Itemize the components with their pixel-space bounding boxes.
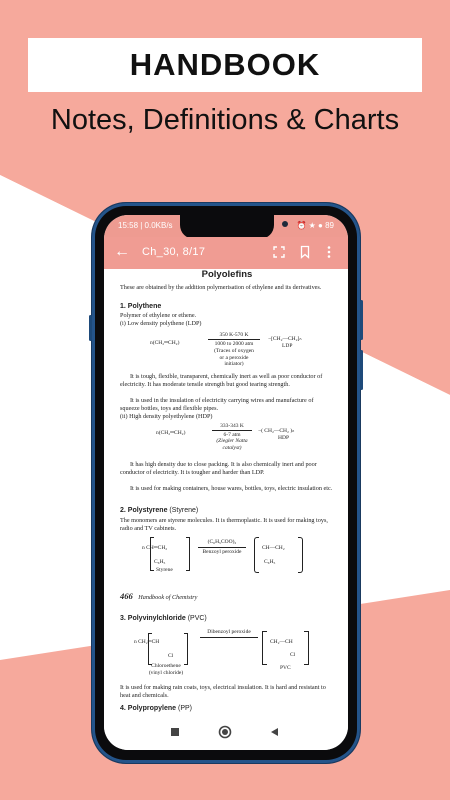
ldp-heading: (i) Low density polythene (LDP)	[120, 320, 202, 327]
vinyl-chloride-substituent: Cl	[168, 653, 174, 659]
polythene-heading: 1. Polythene	[120, 303, 162, 310]
back-triangle-icon[interactable]	[270, 727, 280, 737]
hdp-paragraph-2: It is used for making containers, house wares, bottles, toys, electric insulation etc.	[130, 485, 333, 492]
pvc-substituent: Cl	[290, 652, 296, 658]
document-title: Ch_30, 8/17	[142, 246, 206, 258]
phone-side-button	[360, 300, 363, 340]
app-bar	[104, 237, 348, 269]
back-arrow-icon[interactable]: ←	[114, 243, 130, 260]
polypropylene-heading-text: 4. Polypropylene	[120, 705, 177, 712]
document-page[interactable]	[104, 269, 348, 714]
pvc-label: PVC	[280, 665, 291, 671]
pvc-equation	[120, 627, 334, 677]
vinyl-chloride-reactant: n CH₂═CH	[134, 639, 160, 645]
bracket	[148, 633, 152, 665]
ldp-condition-note: (Traces of oxygen or a peroxide initiator)	[214, 348, 254, 367]
promo-subtitle: Notes, Definitions & Charts	[50, 104, 400, 136]
polystyrene-substituent: C₆H₅	[264, 559, 276, 565]
styrene-label: Styrene	[156, 567, 173, 573]
ldp-condition-top: 350 K-570 K	[219, 332, 249, 338]
ps-condition-top: (C₆H₅COO)₂	[207, 539, 237, 545]
hdp-paragraph-1: It has high density due to close packing. It is also chemically inert and poor conductor of electricity. It is tougher and harder than LDP.	[120, 461, 317, 476]
section-title: Polyolefins	[201, 269, 253, 280]
page-footer	[120, 593, 334, 603]
polystyrene-equation	[120, 535, 334, 577]
book-title: Handbook of Chemistry	[138, 594, 198, 601]
page-number: 466	[120, 591, 133, 601]
camera-notch	[180, 215, 274, 239]
ldp-condition-bottom: 1000 to 2000 atm	[214, 341, 254, 347]
bracket	[150, 537, 154, 571]
square-icon[interactable]	[170, 727, 180, 737]
bracket	[186, 537, 190, 571]
pvc-heading-sub: (PVC)	[187, 615, 207, 622]
phone-side-button	[360, 350, 363, 390]
ldp-reactant: n(CH₂═CH₂)	[150, 340, 180, 346]
phone-screen	[104, 215, 348, 750]
polystyrene-product: CH—CH₂	[262, 545, 285, 551]
hdp-heading: (ii) High density polyethylene (HDP)	[120, 413, 213, 420]
reaction-arrow	[198, 547, 246, 548]
polystyrene-heading	[120, 507, 334, 515]
polypropylene-heading	[120, 705, 334, 713]
pvc-heading-text: 3. Polyvinylchloride	[120, 615, 186, 622]
vinyl-chloride-label: Chloroethene (vinyl chloride)	[148, 663, 184, 676]
ldp-label: LDP	[282, 343, 293, 349]
polystyrene-heading-text: 2. Polystyrene	[120, 507, 168, 514]
polystyrene-heading-sub: (Styrene)	[169, 507, 199, 514]
header-banner	[28, 38, 422, 92]
camera-icon	[282, 221, 288, 227]
bracket	[298, 537, 303, 573]
styrene-reactant: n CH═CH₂	[142, 545, 168, 551]
pvc-text: It is used for making rain coats, toys, electrical insulation. It is hard and resistant to heat and chemicals.	[120, 684, 326, 699]
pvc-condition: Dibenzoyl peroxide	[207, 629, 251, 635]
system-nav-bar	[104, 715, 348, 750]
ldp-paragraph-2: It is used in the insulation of electricity carrying wires and manufacture of squeeze bottles, toys and flexible pipes.	[120, 397, 314, 412]
hdp-condition-top: 333-343 K	[220, 423, 244, 429]
ldp-paragraph-1: It is tough, flexible, transparent, chemically inert as well as poor conductor of electricity. It has moderate tensile strength but good tearing strength.	[120, 373, 323, 388]
polypropylene-heading-sub: (PP)	[177, 705, 192, 712]
polystyrene-text: The monomers are styrene molecules. It is thermoplastic. It is used for making toys, radio and TV cabinets.	[120, 517, 328, 532]
intro-text: These are obtained by the addition polymerisation of ethylene and its derivatives.	[120, 284, 322, 291]
hdp-condition-note: (Ziegler Natta catalyst)	[216, 438, 248, 451]
ps-condition-bottom: Benzoyl peroxide	[202, 549, 242, 555]
more-vert-icon[interactable]	[322, 245, 336, 259]
bracket	[184, 633, 188, 665]
styrene-substituent: C₆H₅	[154, 559, 166, 565]
ldp-product: −[CH₂—CH₂]ₙ	[268, 336, 302, 342]
polythene-def: Polymer of ethylene or ethene.	[120, 312, 197, 319]
banner-title: HANDBOOK	[129, 47, 321, 82]
bracket	[262, 631, 267, 665]
phone-side-button	[89, 315, 92, 341]
hdp-product: −( CH₂—CH₂ )ₙ	[258, 428, 295, 434]
pvc-heading	[120, 615, 334, 623]
hdp-reactant: n(CH₂═CH₂)	[156, 430, 186, 436]
status-time: 15:58 | 0.0KB/s	[118, 221, 173, 230]
ldp-equation	[120, 332, 334, 366]
status-icons: ⏰ ★ ● 89	[296, 221, 334, 230]
hdp-label: HDP	[278, 435, 290, 441]
bookmark-icon[interactable]	[298, 245, 312, 259]
hdp-equation	[120, 423, 334, 453]
reaction-arrow	[200, 637, 258, 638]
reaction-arrow	[212, 430, 252, 431]
pvc-product: CH₂—CH	[270, 639, 293, 645]
reaction-arrow	[208, 339, 260, 340]
home-circle-icon[interactable]	[218, 725, 232, 739]
hdp-condition-bottom: 6-7 atm	[223, 432, 241, 438]
bracket	[254, 537, 259, 573]
fullscreen-icon[interactable]	[272, 245, 286, 259]
bracket	[304, 631, 309, 665]
